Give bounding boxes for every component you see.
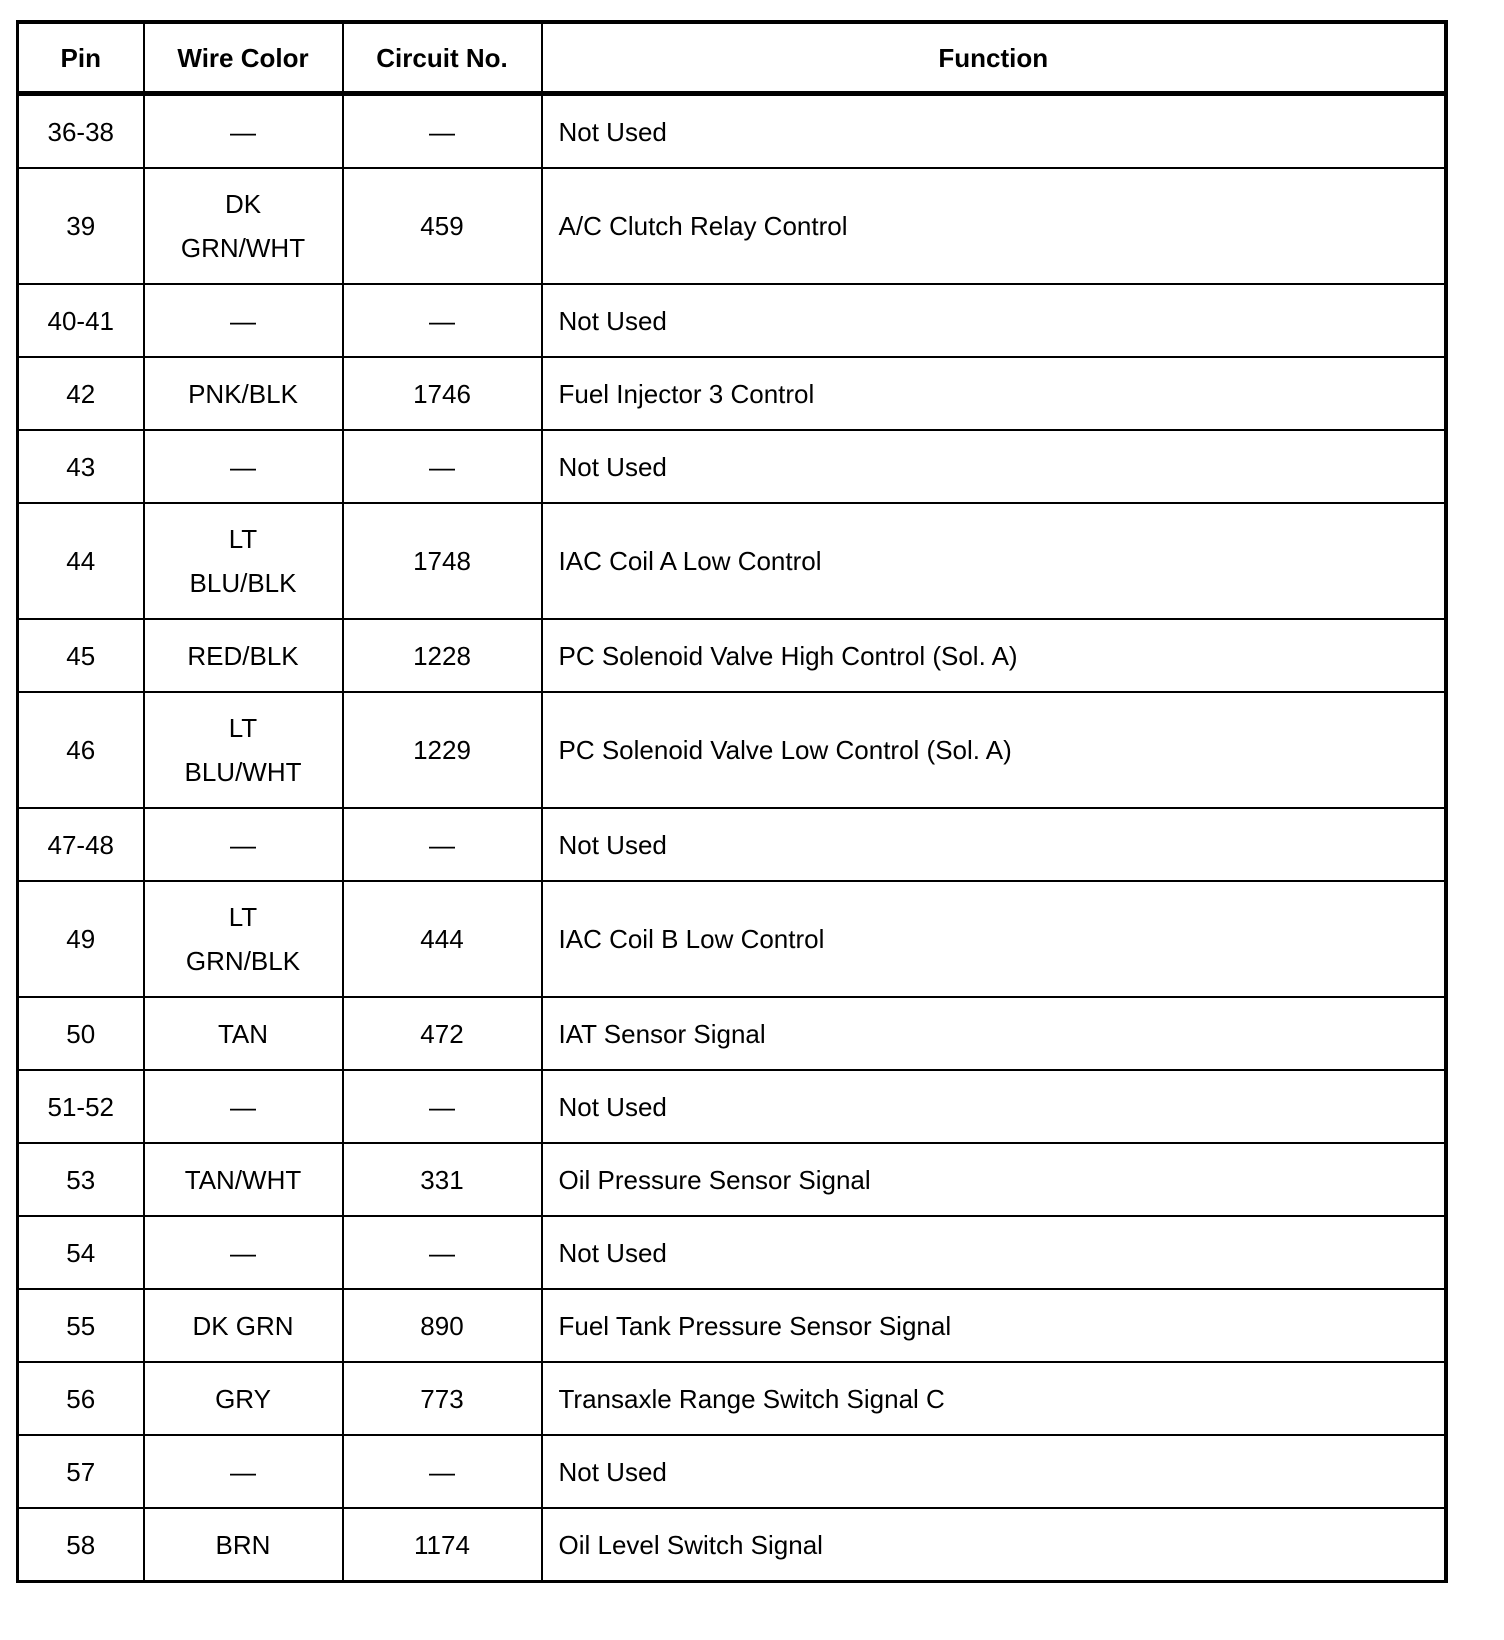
wire-color-text: — [230, 1091, 256, 1122]
wire-color-cell [144, 357, 343, 430]
function-cell: A/C Clutch Relay Control [542, 168, 1447, 284]
wire-color-text: BLU/WHT [184, 757, 302, 787]
function-cell: Not Used [542, 808, 1447, 881]
wire-color-text: LT [228, 524, 258, 554]
pin-cell: 46 [18, 692, 144, 808]
table-row [18, 168, 1447, 284]
table-row [18, 1216, 1447, 1289]
function-cell: Not Used [542, 284, 1447, 357]
wire-color-text: BRN [215, 1529, 271, 1560]
function-cell: Fuel Injector 3 Control [542, 357, 1447, 430]
wire-color-cell [144, 1435, 343, 1508]
wire-color-cell [144, 503, 343, 619]
wire-color-text: DK GRN [192, 1310, 294, 1341]
wire-color-text: — [230, 1237, 256, 1268]
wire-color-text: — [230, 1456, 256, 1487]
wire-color-text: GRN/BLK [185, 946, 301, 976]
circuit-no-cell: — [343, 1216, 542, 1289]
function-cell: Not Used [542, 94, 1447, 169]
circuit-no-cell: 1174 [343, 1508, 542, 1582]
wire-color-text: PNK/BLK [188, 378, 298, 409]
wire-color-cell [144, 1362, 343, 1435]
wire-color-cell [144, 619, 343, 692]
table-row [18, 430, 1447, 503]
header-row [18, 22, 1447, 94]
circuit-no-cell: 1748 [343, 503, 542, 619]
circuit-no-cell: — [343, 808, 542, 881]
wire-color-cell [144, 1143, 343, 1216]
wire-color-cell [144, 881, 343, 997]
wire-color-cell [144, 1070, 343, 1143]
wire-color-text: — [230, 829, 256, 860]
pin-cell: 39 [18, 168, 144, 284]
table-body [18, 94, 1447, 1582]
circuit-no-cell: 459 [343, 168, 542, 284]
pin-cell: 51-52 [18, 1070, 144, 1143]
wire-color-text: — [230, 451, 256, 482]
circuit-no-cell: — [343, 1070, 542, 1143]
function-cell: Not Used [542, 1435, 1447, 1508]
circuit-no-cell: 444 [343, 881, 542, 997]
table-row [18, 692, 1447, 808]
function-cell: PC Solenoid Valve High Control (Sol. A) [542, 619, 1447, 692]
pin-cell: 58 [18, 1508, 144, 1582]
pin-cell: 54 [18, 1216, 144, 1289]
header-pin: Pin [18, 22, 144, 94]
wire-color-text: LT [228, 902, 258, 932]
header-wire-color: Wire Color [144, 22, 343, 94]
wire-color-text: — [230, 305, 256, 336]
pin-cell: 40-41 [18, 284, 144, 357]
wire-color-cell [144, 1508, 343, 1582]
function-cell: IAT Sensor Signal [542, 997, 1447, 1070]
table-row [18, 94, 1447, 169]
circuit-no-cell: 331 [343, 1143, 542, 1216]
circuit-no-cell: 1228 [343, 619, 542, 692]
circuit-no-cell: 1229 [343, 692, 542, 808]
table-row [18, 619, 1447, 692]
pinout-table [16, 20, 1448, 1583]
pin-cell: 36-38 [18, 94, 144, 169]
wire-color-cell [144, 284, 343, 357]
pin-cell: 49 [18, 881, 144, 997]
table-row [18, 357, 1447, 430]
wire-color-cell [144, 94, 343, 169]
pin-cell: 42 [18, 357, 144, 430]
table-header [18, 22, 1447, 94]
table-row [18, 997, 1447, 1070]
wire-color-text: — [230, 116, 256, 147]
wire-color-text: TAN [217, 1018, 269, 1049]
wire-color-text: LT [228, 713, 258, 743]
circuit-no-cell: 890 [343, 1289, 542, 1362]
circuit-no-cell: 1746 [343, 357, 542, 430]
wire-color-text: RED/BLK [187, 640, 299, 671]
pin-cell: 56 [18, 1362, 144, 1435]
circuit-no-cell: — [343, 1435, 542, 1508]
table-row [18, 284, 1447, 357]
wire-color-cell [144, 692, 343, 808]
function-cell: Oil Level Switch Signal [542, 1508, 1447, 1582]
wire-color-text: DK [224, 189, 262, 219]
table-row [18, 1362, 1447, 1435]
function-cell: Fuel Tank Pressure Sensor Signal [542, 1289, 1447, 1362]
pin-cell: 43 [18, 430, 144, 503]
table-row [18, 1143, 1447, 1216]
circuit-no-cell: — [343, 94, 542, 169]
wire-color-cell [144, 808, 343, 881]
header-function: Function [542, 22, 1447, 94]
table-row [18, 808, 1447, 881]
circuit-no-cell: — [343, 284, 542, 357]
pin-cell: 45 [18, 619, 144, 692]
wire-color-text: BLU/BLK [189, 568, 297, 598]
function-cell: Not Used [542, 1216, 1447, 1289]
wire-color-cell [144, 1216, 343, 1289]
function-cell: Not Used [542, 430, 1447, 503]
table-row [18, 503, 1447, 619]
circuit-no-cell: 773 [343, 1362, 542, 1435]
circuit-no-cell: 472 [343, 997, 542, 1070]
header-circuit-no: Circuit No. [343, 22, 542, 94]
table-row [18, 1435, 1447, 1508]
wire-color-cell [144, 168, 343, 284]
function-cell: Not Used [542, 1070, 1447, 1143]
circuit-no-cell: — [343, 430, 542, 503]
pin-cell: 47-48 [18, 808, 144, 881]
pin-cell: 44 [18, 503, 144, 619]
wire-color-text: GRY [215, 1383, 271, 1414]
function-cell: IAC Coil A Low Control [542, 503, 1447, 619]
wire-color-cell [144, 430, 343, 503]
wire-color-text: GRN/WHT [180, 233, 306, 263]
wire-color-cell [144, 997, 343, 1070]
function-cell: IAC Coil B Low Control [542, 881, 1447, 997]
table-row [18, 1070, 1447, 1143]
wire-color-text: TAN/WHT [184, 1164, 302, 1195]
table-row [18, 881, 1447, 997]
table-row [18, 1289, 1447, 1362]
table-row [18, 1508, 1447, 1582]
function-cell: Oil Pressure Sensor Signal [542, 1143, 1447, 1216]
pin-cell: 57 [18, 1435, 144, 1508]
function-cell: PC Solenoid Valve Low Control (Sol. A) [542, 692, 1447, 808]
wire-color-cell [144, 1289, 343, 1362]
pin-cell: 53 [18, 1143, 144, 1216]
pin-cell: 50 [18, 997, 144, 1070]
pin-cell: 55 [18, 1289, 144, 1362]
function-cell: Transaxle Range Switch Signal C [542, 1362, 1447, 1435]
